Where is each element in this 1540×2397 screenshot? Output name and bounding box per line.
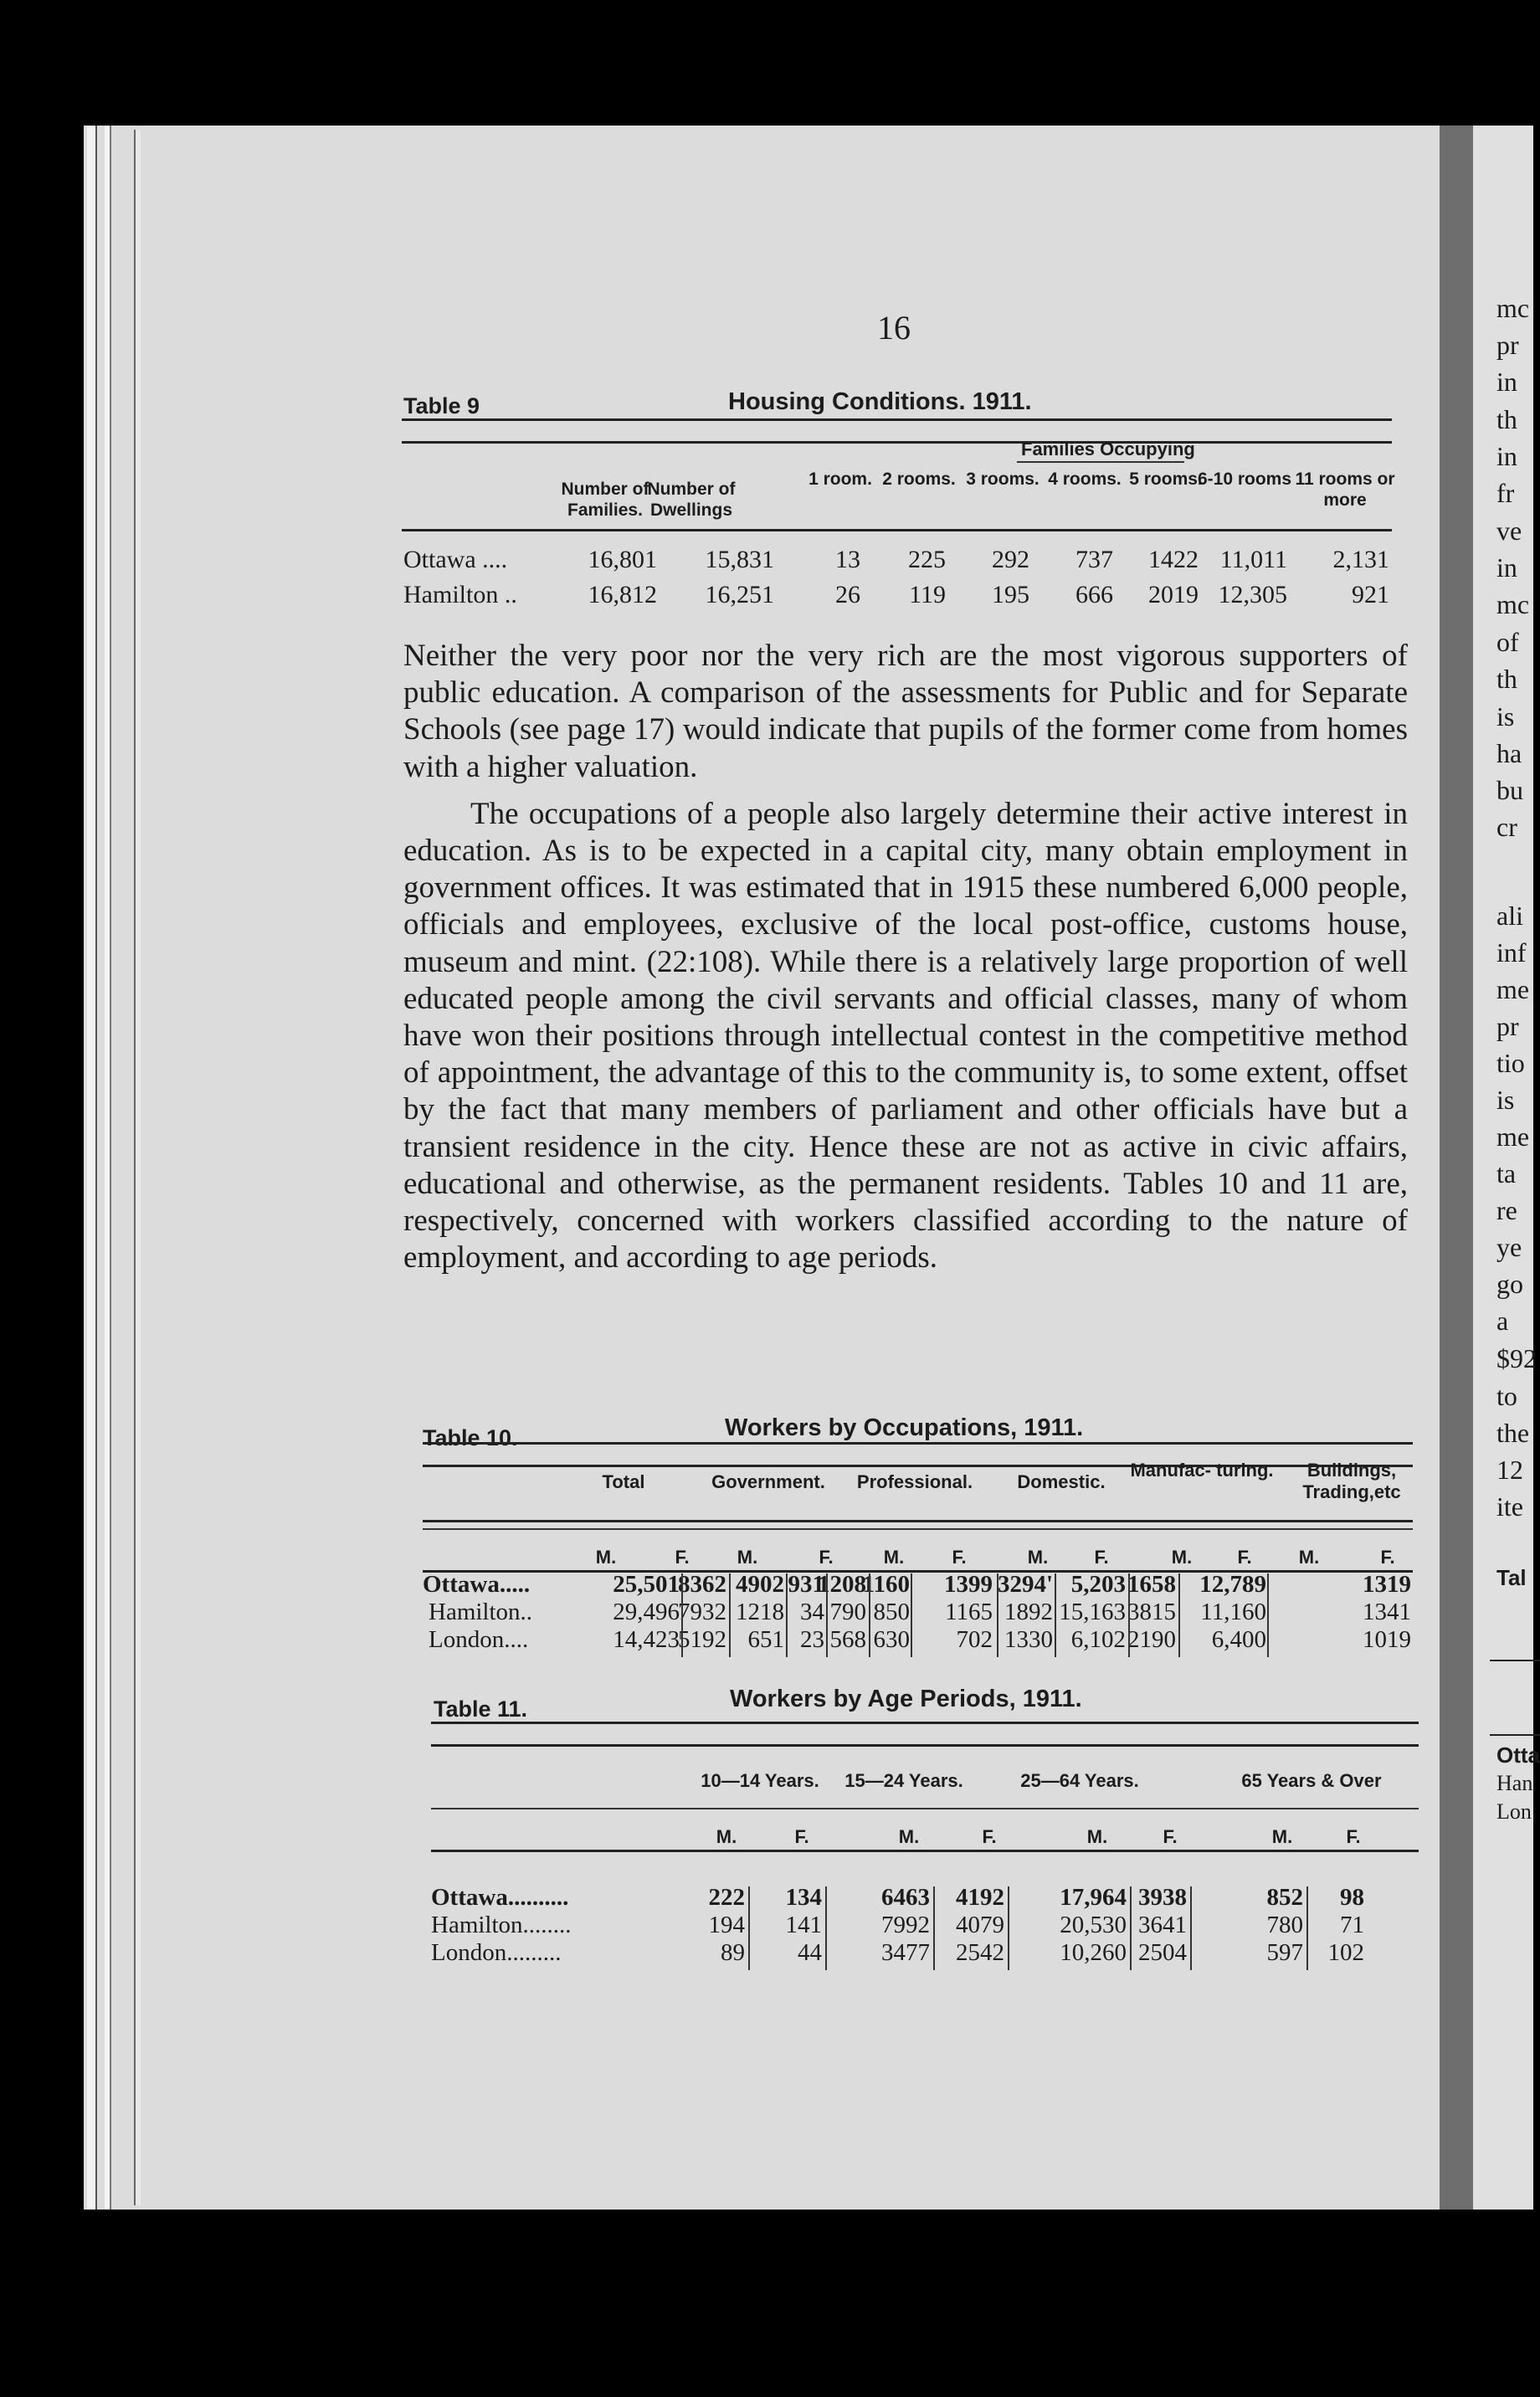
column-subheader: F. [794,1826,809,1847]
table-cell: 8362 [678,1571,726,1598]
facing-page-text: th [1496,664,1517,694]
table-cell: 13 [835,546,860,573]
table-cell: 850 [873,1599,910,1625]
column-subheader: M. [1171,1547,1193,1568]
table-cell: 16,812 [588,581,657,608]
column-subheader: F. [1237,1547,1252,1568]
table-cell: 29,496 [613,1599,680,1625]
table-cell: 102 [1327,1939,1364,1966]
table-title: Workers by Occupations, 1911. [725,1414,1084,1441]
table-cell: 2542 [956,1939,1004,1966]
row-label: Ottawa.......... [431,1884,569,1911]
page-number: 16 [877,309,911,346]
table-cell: 23 [800,1626,824,1653]
facing-page-text: in [1496,367,1517,397]
table-cell: 3294' [997,1571,1053,1598]
table-cell: 292 [992,546,1029,573]
table-label: Table 9 [403,393,480,418]
column-header: Number of Dwellings [647,480,736,521]
row-label: Hamilton........ [431,1912,572,1938]
table-cell: 10,260 [1060,1939,1127,1966]
table-cell: 702 [956,1626,993,1653]
paragraph: The occupations of a people also largely determine their active interest in education. As is to be expected in a capital city, many obtain employment in government offices. It was estimated that in 1915 these numbered 6,000 people, officials and employees, exclusive of the local post-office, customs house, museum and mint. (22:108). While there is a relatively large proportion of well educated people among the civil servants and official classes, many of whom have won their positions through intellectual contest in the competitive method of appointment, the advantage of this to the community is, to some extent, offset by the fact that many members of parliament and other officials have but a transient residence in the city. Hence these are not as active in civic affairs, educational and otherwise, as the permanent residents. Tables 10 and 11 are, respectively, concerned with workers classified according to the nature of employment, and according to age periods. [403,796,1408,1275]
table-title: Housing Conditions. 1911. [728,388,1032,415]
table-label: Table 11. [434,1696,528,1722]
column-header: 4 rooms. [1048,470,1122,489]
table-cell: 3815 [1127,1599,1176,1625]
table-cell: 931 [788,1571,824,1598]
column-subheader: F. [952,1547,967,1568]
table-cell: 3477 [881,1939,930,1966]
facing-page-text: bu [1496,775,1523,805]
facing-page-text: 12 [1496,1455,1523,1485]
facing-page-text: the [1496,1418,1530,1448]
facing-page-text: fr [1496,478,1515,508]
table-cell: 17,964 [1060,1884,1127,1911]
table-cell: 1208 [818,1571,866,1598]
facing-page [1473,126,1540,2210]
row-label: London.... [429,1626,529,1653]
table-cell: 1330 [1004,1626,1053,1653]
table-cell: 1892 [1004,1599,1053,1625]
table-cell: 134 [785,1884,822,1911]
table-cell: 2504 [1138,1939,1187,1966]
facing-page-text: tio [1496,1048,1525,1078]
table-cell: 1341 [1363,1599,1411,1625]
table-cell: 7932 [678,1599,726,1625]
column-header: 5 rooms. [1129,470,1203,489]
column-header: Number of Families. [561,480,649,521]
table-cell: 225 [908,546,946,573]
table-cell: 4079 [956,1912,1004,1938]
table-cell: 651 [747,1626,784,1653]
table-cell: 780 [1266,1912,1303,1938]
page-edge [134,130,141,2205]
table-cell: 666 [1075,581,1113,608]
facing-page-text: Tal [1496,1565,1527,1590]
column-group-header: Domestic. [1017,1471,1106,1492]
row-label: Ottawa .... [403,546,508,573]
facing-page-text: a [1496,1306,1509,1336]
table-cell: 11,011 [1219,546,1287,573]
column-subheader: M. [737,1547,758,1568]
column-subheader: F. [982,1826,997,1847]
column-subheader: M. [898,1826,920,1847]
column-group-header: 15—24 Years. [844,1770,963,1791]
column-header: 1 room. [808,470,872,489]
book-gutter [1440,126,1473,2210]
table-cell: 15,163 [1059,1599,1126,1625]
table-cell: 20,530 [1060,1912,1127,1938]
table-cell: 921 [1352,581,1389,608]
table-cell: 3641 [1138,1912,1187,1938]
table-cell: 3938 [1138,1884,1187,1911]
table-cell: 2019 [1148,581,1199,608]
table-cell: 4902 [736,1571,784,1598]
column-group-header: Professional. [856,1471,973,1492]
column-subheader: M. [883,1547,905,1568]
table-cell: 2,131 [1332,546,1389,573]
table-cell: 195 [992,581,1029,608]
facing-page-text: re [1496,1195,1517,1225]
table-cell: 1218 [736,1599,784,1625]
column-subheader: M. [716,1826,737,1847]
column-subheader: F. [1380,1547,1395,1568]
facing-page-text: pr [1496,1011,1519,1041]
column-subheader: F. [1163,1826,1178,1847]
paragraph: Neither the very poor nor the very rich are the most vigorous supporters of public education. A comparison of the assessments for Public and for Separate Schools (see page 17) would indicate that pupils of the former come from homes with a higher valuation. [403,639,1408,784]
table-cell: 790 [829,1599,866,1625]
table-cell: 568 [829,1626,866,1653]
facing-page-text: go [1496,1269,1523,1299]
column-group-header: Manufac- turing. [1130,1460,1274,1481]
facing-page-text: me [1496,1122,1530,1152]
table-cell: 5,203 [1070,1571,1126,1598]
table-cell: 737 [1075,546,1113,573]
column-subheader: M. [1271,1826,1293,1847]
page-edge [105,126,111,2210]
table-cell: 1160 [862,1571,910,1598]
facing-page-text: to [1496,1381,1517,1411]
table-cell: 1165 [945,1599,993,1625]
facing-page-text: Lon [1496,1799,1532,1824]
facing-page-text: cr [1496,812,1517,842]
table-cell: 222 [708,1884,745,1911]
table-cell: 1422 [1148,546,1199,573]
column-subheader: M. [1298,1547,1320,1568]
column-subheader: F. [675,1547,690,1568]
facing-page-text: pr [1496,330,1519,360]
column-subheader: F. [1346,1826,1361,1847]
table-cell: 1658 [1127,1571,1176,1598]
column-subheader: F. [1094,1547,1109,1568]
facing-page-text: of [1496,627,1519,657]
table-cell: 1399 [944,1571,993,1598]
table-cell: 5192 [678,1626,726,1653]
facing-page-text: Otta [1496,1743,1540,1768]
table-cell: 16,251 [705,581,774,608]
row-label: Ottawa..... [423,1571,531,1598]
column-group-header: 10—14 Years. [701,1770,819,1791]
table-cell: 2190 [1127,1626,1176,1653]
row-label: London......... [431,1939,562,1966]
table-cell: 6,102 [1070,1626,1126,1653]
facing-page-text: is [1496,1085,1515,1115]
facing-page-text: ite [1496,1491,1523,1522]
facing-page-text: in [1496,552,1517,583]
table-title: Workers by Age Periods, 1911. [730,1686,1082,1712]
group-header: Families Occupying [1021,439,1195,459]
facing-page-text: inf [1496,937,1527,968]
table-cell: 26 [835,581,860,608]
table-cell: 16,801 [588,546,657,573]
column-header: 2 rooms. [882,470,956,489]
table-cell: 1019 [1363,1626,1411,1653]
table-cell: 141 [785,1912,822,1938]
facing-page-text: th [1496,404,1517,434]
table-cell: 34 [800,1599,824,1625]
table-cell: 194 [708,1912,745,1938]
table-cell: 98 [1340,1884,1364,1911]
table-cell: 1319 [1363,1571,1411,1598]
table-cell: 6,400 [1211,1626,1266,1653]
table-cell: 12,305 [1218,581,1287,608]
facing-page-text: ye [1496,1232,1522,1262]
row-label: Hamilton.. [429,1599,533,1625]
row-label: Hamilton .. [403,581,517,608]
table-cell: 11,160 [1200,1599,1266,1625]
column-subheader: M. [595,1547,617,1568]
column-subheader: M. [1086,1826,1108,1847]
facing-page-text: ta [1496,1158,1517,1188]
facing-page-text: ha [1496,738,1522,768]
table-cell: 852 [1266,1884,1303,1911]
table-cell: 89 [721,1939,745,1966]
facing-page-text: mc [1496,589,1530,619]
table-cell: 14,423 [613,1626,680,1653]
table-cell: 119 [909,581,946,608]
column-group-header: Government. [711,1471,825,1492]
column-subheader: M. [1027,1547,1049,1568]
column-group-header: Buildings, Trading,etc [1302,1460,1401,1503]
table-cell: 12,789 [1199,1571,1266,1598]
table-cell: 630 [873,1626,910,1653]
page-edge [87,126,97,2210]
column-group-header: 25—64 Years. [1020,1770,1139,1791]
table-cell: 25,501 [613,1571,680,1598]
column-header: 3 rooms. [966,470,1040,489]
facing-page-text: Han [1496,1771,1533,1795]
facing-page-text: me [1496,974,1530,1004]
table-label: Table 10. [423,1425,518,1450]
column-header: 6-10 rooms [1197,470,1292,489]
table-cell: 71 [1340,1912,1364,1938]
facing-page-text: ali [1496,901,1523,931]
table-cell: 15,831 [705,546,774,573]
table-cell: 6463 [881,1884,930,1911]
facing-page-text: mc [1496,293,1530,323]
facing-page-text: $92 [1496,1343,1537,1373]
column-subheader: F. [819,1547,834,1568]
table-cell: 7992 [881,1912,930,1938]
table-cell: 597 [1266,1939,1303,1966]
facing-page-text: ve [1496,516,1522,546]
table-cell: 44 [798,1939,822,1966]
column-header: 11 rooms or more [1295,470,1395,511]
column-group-header: Total [602,1471,645,1492]
table-cell: 4192 [956,1884,1004,1911]
facing-page-text: in [1496,441,1517,471]
body-text [403,638,1408,1276]
column-group-header: 65 Years & Over [1241,1770,1382,1791]
facing-page-text: is [1496,701,1515,731]
